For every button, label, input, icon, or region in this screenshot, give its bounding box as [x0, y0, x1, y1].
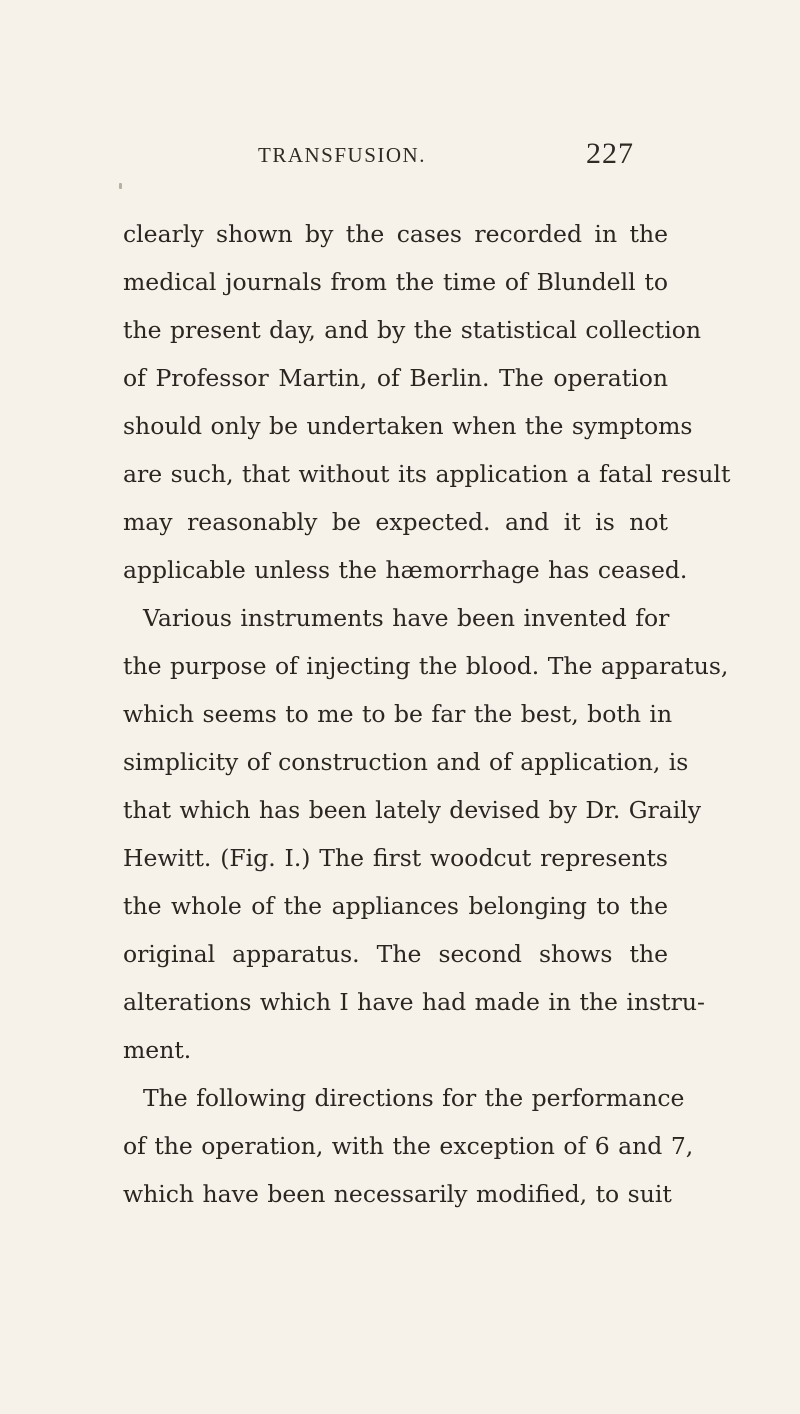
text-line: original apparatus. The second shows the — [123, 940, 668, 968]
text-line: of the operation, with the exception of 6 and 7, — [123, 1132, 694, 1160]
text-line: simplicity of construction and of application, is — [123, 748, 689, 776]
text-line: may reasonably be expected. and it is not — [123, 508, 668, 536]
text-line: clearly shown by the cases recorded in the — [123, 220, 668, 248]
text-line: that which has been lately devised by Dr. Graily — [123, 796, 702, 824]
text-line: the purpose of injecting the blood. The apparatus, — [123, 652, 729, 680]
text-line: which seems to me to be far the best, both in — [123, 700, 673, 728]
text-line: the whole of the appliances belonging to the — [123, 892, 668, 920]
running-title: TRANSFUSION. — [258, 143, 426, 167]
text-line: medical journals from the time of Blundell to — [123, 268, 668, 296]
text-line: alterations which I have had made in the instru- — [123, 988, 705, 1016]
text-line: which have been necessarily modified, to suit — [123, 1180, 672, 1208]
text-line: applicable unless the hæmorrhage has ceased. — [123, 556, 688, 584]
text-line-paragraph-start: The following directions for the performance — [143, 1084, 685, 1112]
page-number: 227 — [586, 137, 634, 170]
text-line: of Professor Martin, of Berlin. The operation — [123, 364, 668, 392]
print-speck — [119, 183, 122, 189]
text-line: ment. — [123, 1036, 192, 1064]
text-line: the present day, and by the statistical collection — [123, 316, 702, 344]
text-line-paragraph-start: Various instruments have been invented for — [143, 604, 670, 632]
text-line: Hewitt. (Fig. I.) The first woodcut represents — [123, 844, 668, 872]
page-header — [0, 137, 800, 173]
text-line: are such, that without its application a fatal result — [123, 460, 731, 488]
text-line: should only be undertaken when the symptoms — [123, 412, 693, 440]
